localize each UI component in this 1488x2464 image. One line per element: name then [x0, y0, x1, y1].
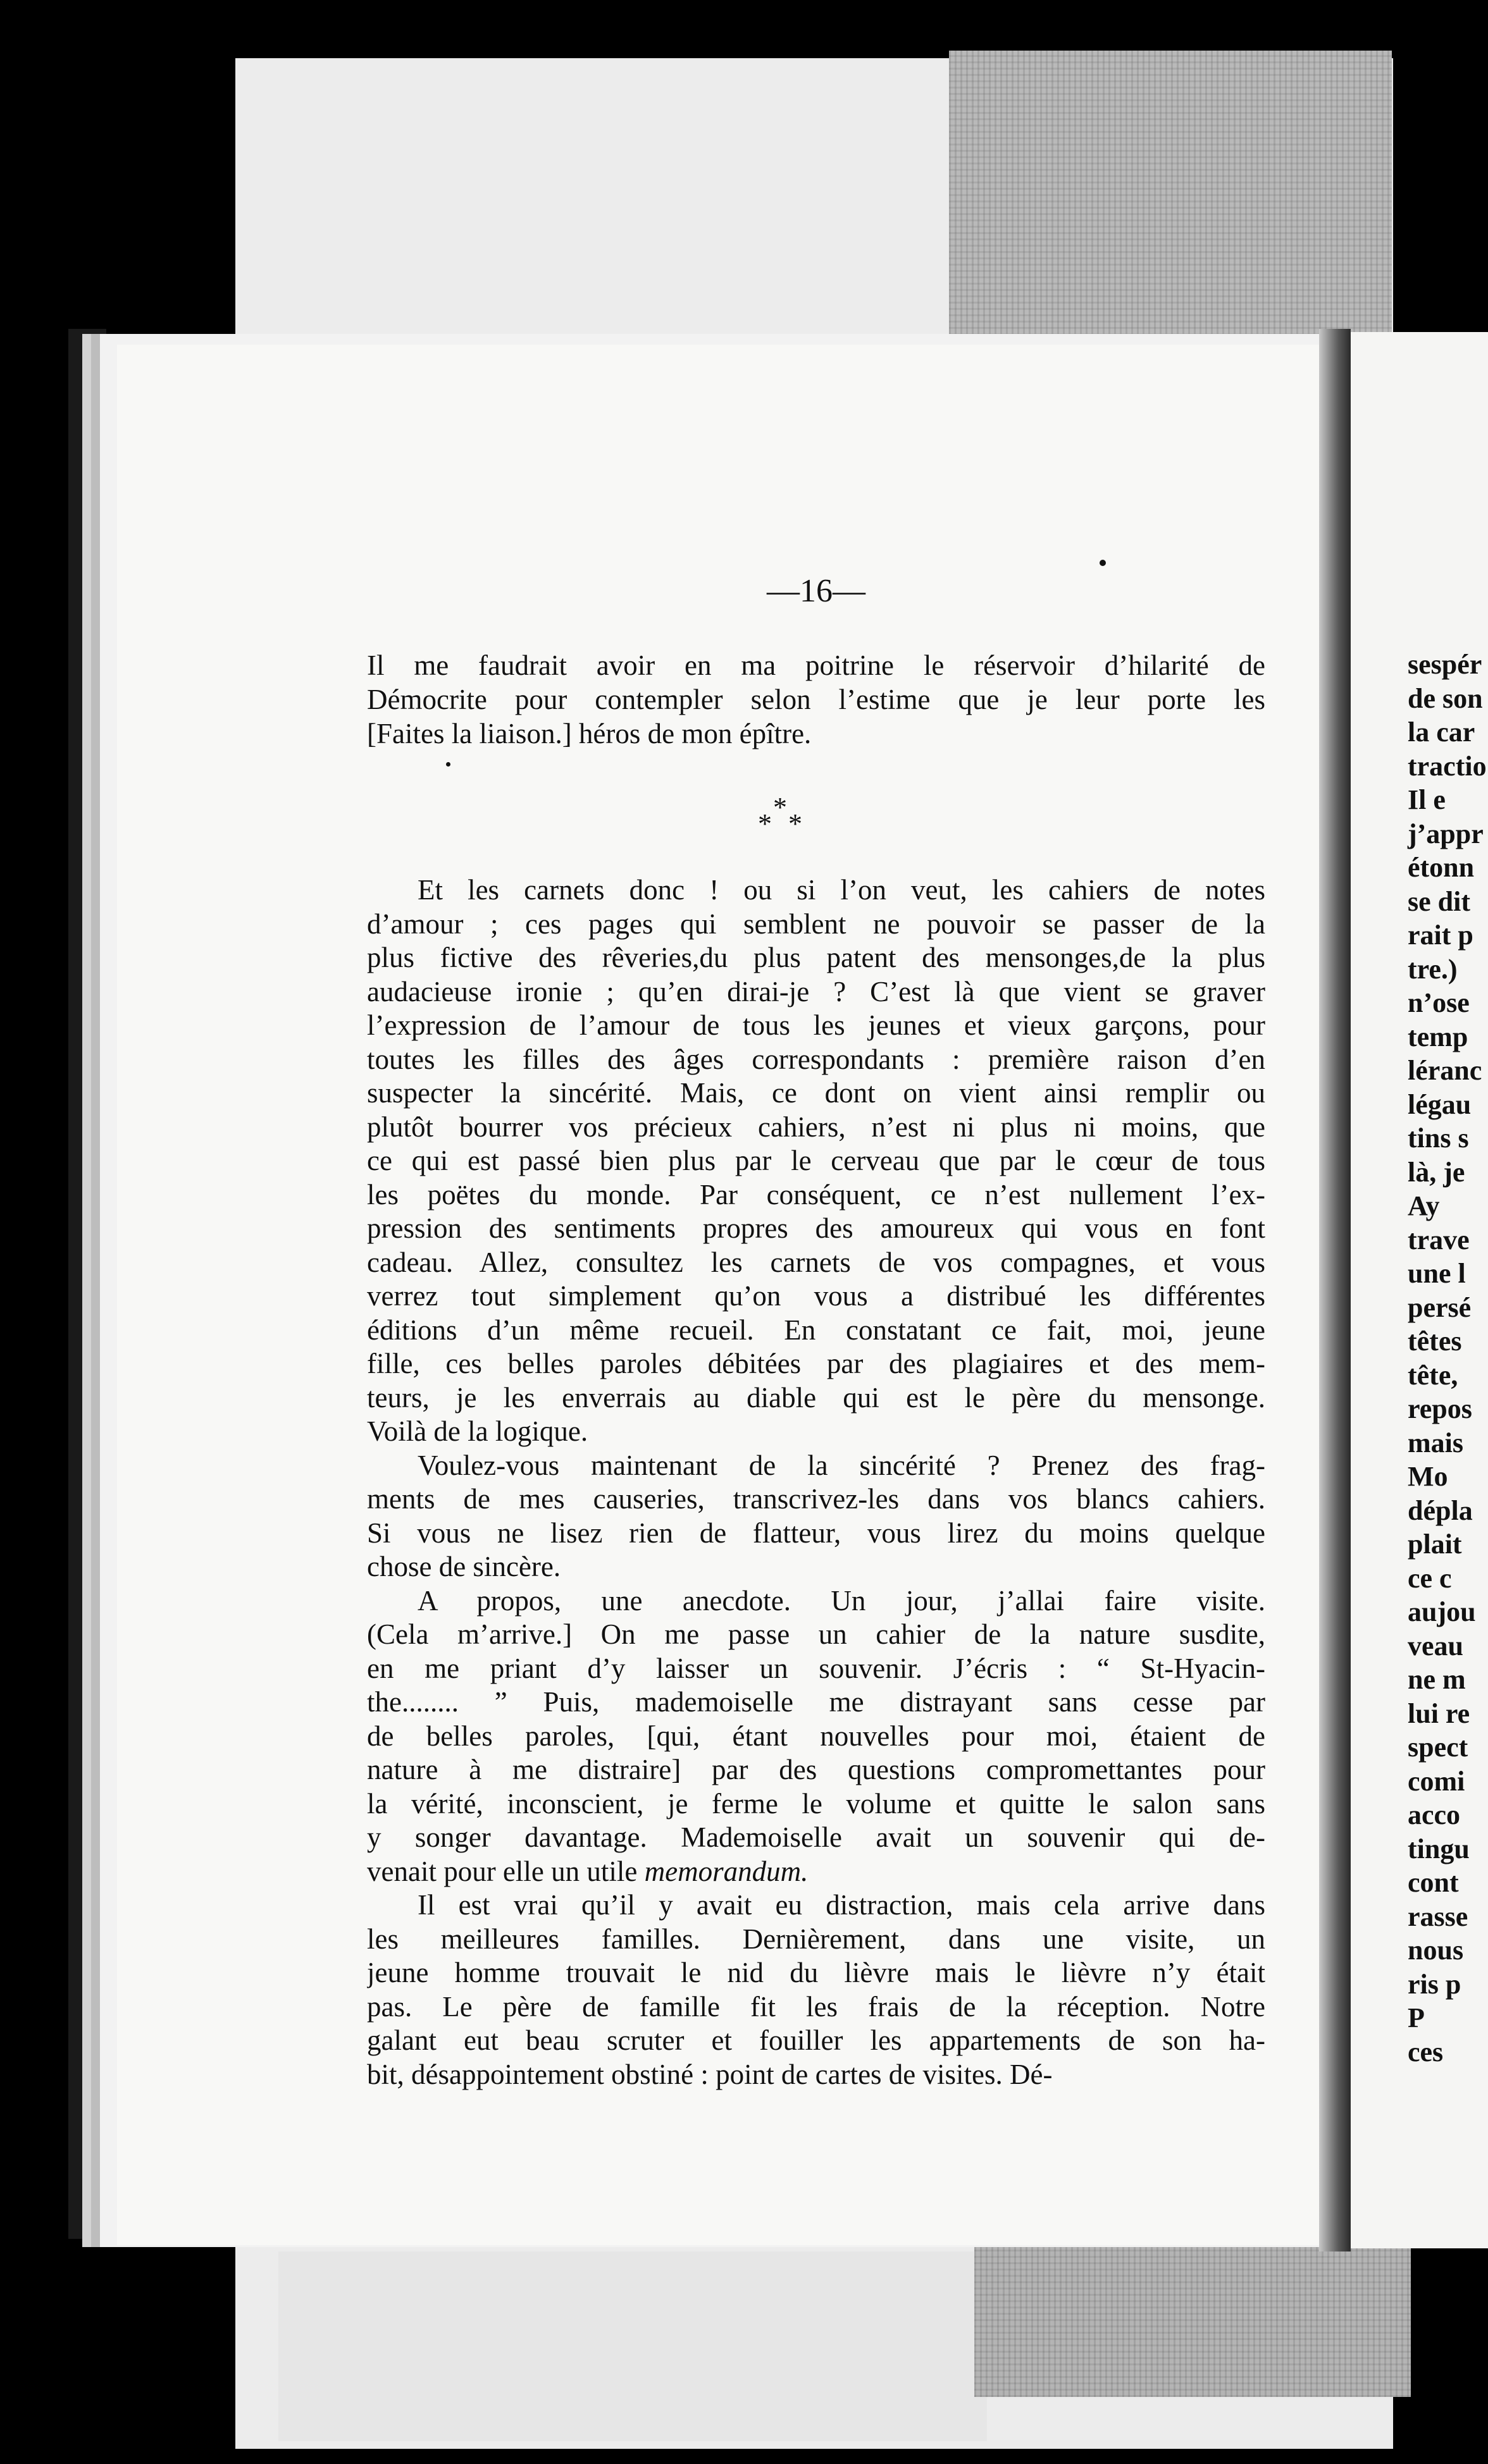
right-page-line: n’ose — [1408, 987, 1470, 1018]
text-line: d’amour ; ces pages qui semblent ne pouvoir se passer de la — [367, 908, 1265, 940]
asterism-star: * — [773, 792, 787, 823]
background-strip-bottom — [278, 2251, 987, 2441]
text-line: Voilà de la logique. — [367, 1415, 588, 1447]
right-page-line: lui re — [1408, 1698, 1470, 1729]
text-line: fille, ces belles paroles débitées par des plagiaires et des mem- — [367, 1348, 1265, 1379]
text-line: l’expression de l’amour de tous les jeunes et vieux garçons, pour — [367, 1009, 1265, 1041]
right-page-line: ces — [1408, 2036, 1444, 2067]
text-line: (Cela m’arrive.] On me passe un cahier de la nature susdite, — [367, 1618, 1265, 1650]
asterism-star: * — [788, 808, 802, 839]
text-line: Il est vrai qu’il y avait eu distraction, mais cela arrive dans — [418, 1889, 1265, 1921]
text-line: [Faites la liaison.] héros de mon épître. — [367, 718, 812, 749]
right-page-line: ris p — [1408, 1969, 1461, 2000]
text-line: Démocrite pour contempler selon l’estime que je leur porte les — [367, 684, 1265, 715]
right-page-line: cont — [1408, 1867, 1459, 1898]
text-line: pression des sentiments propres des amoureux qui vous en font — [367, 1212, 1265, 1244]
text-line: ments de mes causeries, transcrivez-les dans vos blancs cahiers. — [367, 1483, 1265, 1515]
text-line: plutôt bourrer vos précieux cahiers, n’est ni plus ni moins, que — [367, 1111, 1265, 1143]
right-page-line: trave — [1408, 1224, 1470, 1255]
right-page-line: sespér — [1408, 649, 1482, 680]
text-line: la vérité, inconscient, je ferme le volume et quitte le salon sans — [367, 1788, 1265, 1820]
right-page-line: léranc — [1408, 1055, 1482, 1086]
right-page-line: dépla — [1408, 1495, 1473, 1526]
text-line: cadeau. Allez, consultez les carnets de vos compagnes, et vous — [367, 1247, 1265, 1278]
right-page-line: temp — [1408, 1021, 1468, 1052]
right-page-line: aujou — [1408, 1596, 1476, 1627]
right-page-line: rait p — [1408, 920, 1473, 951]
text-line: bit, désappointement obstiné : point de cartes de visites. Dé- — [367, 2059, 1053, 2090]
ink-speck — [446, 762, 450, 767]
text-line: toutes les filles des âges correspondants : première raison d’en — [367, 1044, 1265, 1075]
right-page-line: tingu — [1408, 1833, 1470, 1864]
text-line: de belles paroles, [qui, étant nouvelles pour moi, étaient de — [367, 1720, 1265, 1752]
right-page-line: têtes — [1408, 1326, 1462, 1357]
text-line: A propos, une anecdote. Un jour, j’allai faire visite. — [418, 1585, 1265, 1617]
text-line: verrez tout simplement qu’on vous a distribué les différentes — [367, 1280, 1265, 1312]
right-page-line: là, je — [1408, 1157, 1465, 1188]
text-line: Il me faudrait avoir en ma poitrine le réservoir d’hilarité de — [367, 650, 1265, 681]
right-page-line: Il e — [1408, 784, 1446, 815]
right-page-line: étonn — [1408, 852, 1475, 883]
text-line: nature à me distraire] par des questions compromettantes pour — [367, 1754, 1265, 1785]
right-page-line: tre.) — [1408, 954, 1458, 985]
right-page-line: acco — [1408, 1799, 1461, 1830]
text-line: les poëtes du monde. Par conséquent, ce n’est nullement l’ex- — [367, 1179, 1265, 1210]
asterism-star: * — [758, 808, 772, 839]
right-page-line: ne m — [1408, 1664, 1466, 1695]
right-page-line: veau — [1408, 1630, 1463, 1661]
cloth-backing-bottom — [974, 2233, 1411, 2397]
right-page-line: comi — [1408, 1766, 1465, 1797]
asterism-separator — [740, 794, 829, 838]
right-page-line: P — [1408, 2002, 1425, 2033]
text-line: Et les carnets donc ! ou si l’on veut, les cahiers de notes — [418, 874, 1265, 906]
text-line: the........ ” Puis, mademoiselle me distrayant sans cesse par — [367, 1686, 1265, 1718]
right-page-line: tête, — [1408, 1360, 1458, 1391]
page-number: —16— — [767, 573, 865, 609]
right-page-line: tractio — [1408, 751, 1487, 782]
text-line: les meilleures familles. Dernièrement, dans une visite, un — [367, 1923, 1265, 1955]
italic-word: memorandum. — [644, 1856, 809, 1887]
text-line: galant eut beau scruter et fouiller les appartements de son ha- — [367, 2024, 1265, 2056]
right-page-line: Ay — [1408, 1190, 1440, 1221]
right-page-line: tins s — [1408, 1123, 1469, 1154]
right-page-line: persé — [1408, 1292, 1472, 1323]
text-line: éditions d’un même recueil. En constatant ce fait, moi, jeune — [367, 1314, 1265, 1346]
right-page-line: plait — [1408, 1529, 1462, 1560]
text-line: jeune homme trouvait le nid du lièvre mais le lièvre n’y était — [367, 1957, 1265, 1988]
text-line: audacieuse ironie ; qu’en dirai-je ? C’est là que vient se graver — [367, 976, 1265, 1007]
text-line: pas. Le père de famille fit les frais de la réception. Notre — [367, 1991, 1265, 2023]
book-gutter — [1319, 329, 1351, 2251]
text-line: suspecter la sincérité. Mais, ce dont on vient ainsi remplir ou — [367, 1077, 1265, 1109]
text-line — [367, 1854, 1265, 1888]
text-fragment: venait pour elle un utile — [367, 1856, 638, 1887]
right-page-line: repos — [1408, 1393, 1472, 1424]
right-page-line: légau — [1408, 1089, 1472, 1120]
text-line: ce qui est passé bien plus par le cerveau que par le cœur de tous — [367, 1145, 1265, 1176]
text-line: teurs, je les enverrais au diable qui est le père du mensonge. — [367, 1382, 1265, 1414]
right-page-line: la car — [1408, 717, 1475, 748]
text-line: y songer davantage. Mademoiselle avait un souvenir qui de- — [367, 1821, 1265, 1853]
text-line: Voulez-vous maintenant de la sincérité ? Prenez des frag- — [418, 1450, 1265, 1481]
right-page-line: Mo — [1408, 1461, 1448, 1492]
cloth-backing-top — [949, 51, 1392, 348]
right-page-line: se dit — [1408, 886, 1470, 917]
ink-speck — [1100, 560, 1106, 566]
right-page-line: rasse — [1408, 1901, 1468, 1932]
book-page-right — [1351, 332, 1488, 2248]
right-page-line: spect — [1408, 1732, 1468, 1763]
text-line: plus fictive des rêveries,du plus patent des mensonges,de la plus — [367, 942, 1265, 973]
right-page-line: une l — [1408, 1258, 1466, 1289]
text-line: en me priant d’y laisser un souvenir. J’écris : “ St-Hyacin- — [367, 1653, 1265, 1684]
right-page-line: j’appr — [1408, 818, 1484, 849]
right-page-line: nous — [1408, 1935, 1464, 1966]
right-page-line: de son — [1408, 683, 1483, 714]
right-page-line: ce c — [1408, 1563, 1452, 1594]
text-line: chose de sincère. — [367, 1551, 561, 1582]
text-line: Si vous ne lisez rien de flatteur, vous lirez du moins quelque — [367, 1517, 1265, 1549]
right-page-line: mais — [1408, 1427, 1463, 1458]
